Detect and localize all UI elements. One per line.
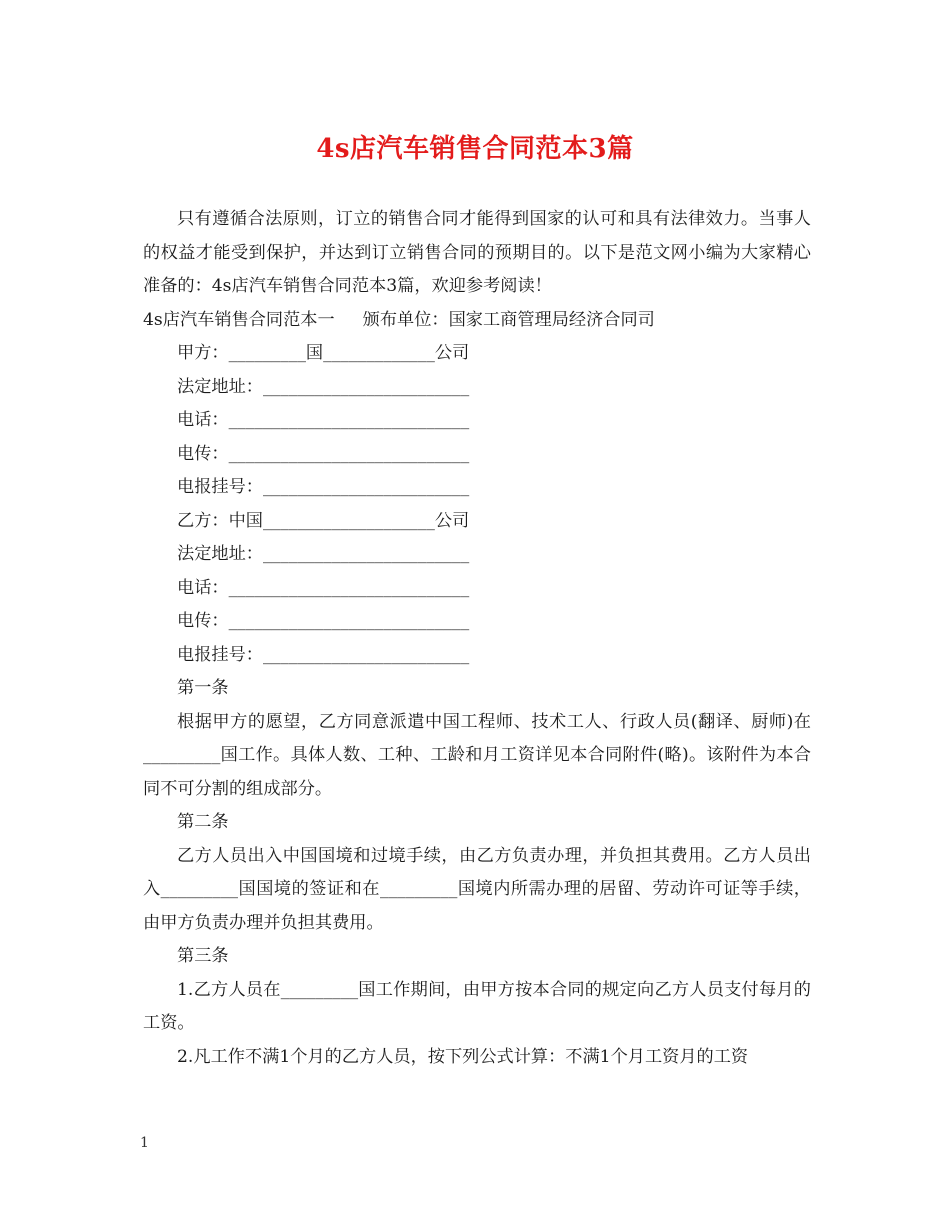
party-b-name: 乙方：中国____________________公司 (177, 510, 470, 531)
party-b-telegram: 电报挂号：________________________ (177, 644, 470, 665)
section-heading: 4s店汽车销售合同范本一 (143, 309, 335, 330)
party-b-address: 法定地址：________________________ (177, 544, 470, 564)
article1-text: 根据甲方的愿望，乙方同意派遣中国工程师、技术工人、行政人员(翻译、厨师)在_________国工作。具体人数、工种、工龄和月工资详见本合同附件(略)。该附件为本合同不可分割的组成部分。 (143, 711, 811, 799)
party-a-address: 法定地址：________________________ (177, 376, 470, 397)
document-body (143, 203, 811, 1074)
party-a-telegram: 电报挂号：________________________ (177, 477, 470, 497)
article3-item1: 1.乙方人员在_________国工作期间，由甲方按本合同的规定向乙方人员支付每月的工资。 (143, 979, 811, 1033)
party-a-phone: 电话：____________________________ (177, 410, 470, 430)
article2-heading: 第二条 (177, 812, 229, 832)
party-a-fax: 电传：____________________________ (177, 443, 470, 464)
party-a-name: 甲方：_________国_____________公司 (177, 343, 470, 363)
section-heading-line (143, 304, 811, 338)
page-number: 1 (140, 1135, 149, 1151)
party-b-phone: 电话：____________________________ (177, 577, 470, 598)
article2-text: 乙方人员出入中国国境和过境手续，由乙方负责办理，并负担其费用。乙方人员出入_________国国境的签证和在_________国境内所需办理的居留、劳动许可证等手续，由甲方负责办理并负担其费用。 (143, 845, 811, 933)
document-title: 4s店汽车销售合同范本3篇 (316, 134, 634, 164)
article1-heading: 第一条 (177, 678, 229, 698)
intro-paragraph: 只有遵循合法原则，订立的销售合同才能得到国家的认可和具有法律效力。当事人的权益才能受到保护，并达到订立销售合同的预期目的。以下是范文网小编为大家精心准备的：4s店汽车销售合同范本3篇，欢迎参考阅读！ (143, 209, 811, 296)
issuer: 颁布单位：国家工商管理局经济合同司 (362, 309, 655, 330)
article3-item2: 2.凡工作不满1个月的乙方人员，按下列公式计算：不满1个月工资月的工资 (177, 1046, 749, 1067)
party-b-fax: 电传：____________________________ (177, 611, 470, 631)
article3-heading: 第三条 (177, 946, 229, 966)
